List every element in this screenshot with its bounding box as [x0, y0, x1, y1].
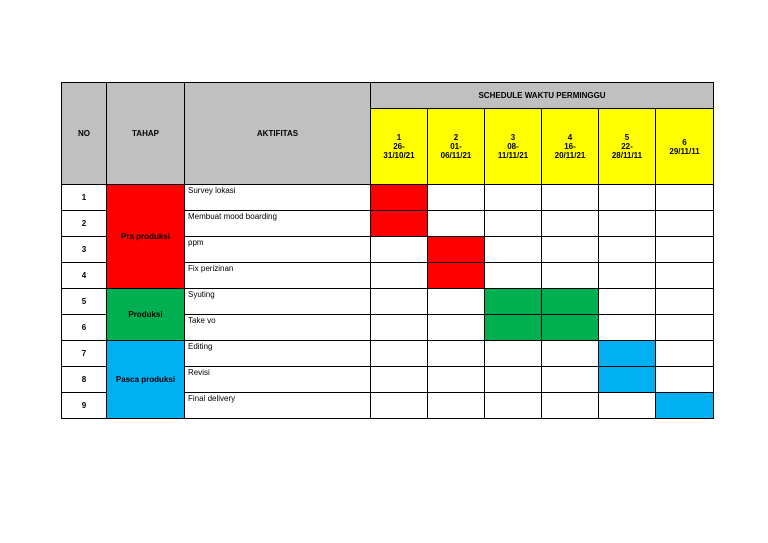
week-cell-filled: [542, 315, 599, 341]
activity-cell: Editing: [185, 341, 371, 367]
week-cell: [656, 289, 714, 315]
week-number: 3: [510, 133, 516, 142]
week-cell-filled: [428, 237, 485, 263]
phase-produksi: Produksi: [107, 289, 185, 341]
week-cell-filled: [599, 367, 656, 393]
week-date-end: 31/10/21: [383, 151, 415, 160]
row-number: 7: [62, 341, 107, 367]
week-header-6: [656, 109, 714, 185]
week-cell: [428, 393, 485, 419]
week-date-start: 08-: [507, 142, 519, 151]
phase-pasca-produksi: Pasca produksi: [107, 341, 185, 419]
phase-pra-produksi: Pra produksi: [107, 185, 185, 289]
header-schedule: SCHEDULE WAKTU PERMINGGU: [371, 83, 714, 109]
activity-cell: Final delivery: [185, 393, 371, 419]
week-cell-filled: [371, 211, 428, 237]
week-cell: [485, 263, 542, 289]
week-cell: [656, 341, 714, 367]
week-cell: [599, 237, 656, 263]
week-date-start: 26-: [393, 142, 405, 151]
activity-cell: Membuat mood boarding: [185, 211, 371, 237]
table-row: [62, 289, 714, 315]
week-number: 5: [624, 133, 630, 142]
week-cell: [371, 263, 428, 289]
week-cell: [542, 367, 599, 393]
week-cell-filled: [656, 393, 714, 419]
week-cell: [371, 289, 428, 315]
week-number: 2: [453, 133, 459, 142]
table-row: [62, 185, 714, 211]
week-cell-filled: [485, 315, 542, 341]
row-number: 5: [62, 289, 107, 315]
week-cell: [542, 185, 599, 211]
activity-cell: Revisi: [185, 367, 371, 393]
week-cell: [485, 393, 542, 419]
row-number: 8: [62, 367, 107, 393]
row-number: 1: [62, 185, 107, 211]
week-date-start: 22-: [621, 142, 633, 151]
week-cell: [485, 341, 542, 367]
week-cell-filled: [371, 185, 428, 211]
activity-cell: Syuting: [185, 289, 371, 315]
header-aktifitas: AKTIFITAS: [185, 83, 371, 185]
week-cell: [371, 315, 428, 341]
week-cell: [656, 185, 714, 211]
activity-cell: Survey lokasi: [185, 185, 371, 211]
week-cell: [656, 367, 714, 393]
week-cell: [656, 237, 714, 263]
week-cell: [542, 237, 599, 263]
week-cell: [542, 341, 599, 367]
week-cell: [428, 367, 485, 393]
activity-cell: ppm: [185, 237, 371, 263]
week-cell: [371, 367, 428, 393]
week-cell: [542, 211, 599, 237]
row-number: 2: [62, 211, 107, 237]
header-tahap: TAHAP: [107, 83, 185, 185]
week-cell: [371, 237, 428, 263]
week-header-4: [542, 109, 599, 185]
week-cell: [485, 237, 542, 263]
week-number: 1: [396, 133, 402, 142]
row-number: 3: [62, 237, 107, 263]
activity-cell: Fix perizinan: [185, 263, 371, 289]
week-cell: [485, 185, 542, 211]
week-header-2: [428, 109, 485, 185]
week-cell: [599, 393, 656, 419]
week-cell: [428, 211, 485, 237]
week-date-start: 16-: [564, 142, 576, 151]
week-cell: [485, 211, 542, 237]
week-cell: [599, 263, 656, 289]
week-cell-filled: [599, 341, 656, 367]
week-cell: [428, 341, 485, 367]
week-cell: [656, 211, 714, 237]
week-cell: [371, 341, 428, 367]
week-cell-filled: [542, 289, 599, 315]
week-date-start: 01-: [450, 142, 462, 151]
row-number: 6: [62, 315, 107, 341]
week-cell-filled: [485, 289, 542, 315]
week-cell-filled: [428, 263, 485, 289]
week-cell: [428, 185, 485, 211]
week-cell: [428, 289, 485, 315]
week-date-start: 29/11/11: [669, 146, 700, 156]
week-header-1: [371, 109, 428, 185]
week-header-3: [485, 109, 542, 185]
week-date-end: 11/11/21: [497, 151, 529, 160]
week-cell: [485, 367, 542, 393]
week-number: 4: [567, 133, 573, 142]
row-number: 9: [62, 393, 107, 419]
row-number: 4: [62, 263, 107, 289]
week-cell: [542, 393, 599, 419]
week-cell: [599, 315, 656, 341]
week-cell: [599, 211, 656, 237]
week-cell: [428, 315, 485, 341]
table-row: [62, 341, 714, 367]
week-header-5: [599, 109, 656, 185]
week-cell: [656, 315, 714, 341]
week-cell: [599, 185, 656, 211]
week-cell: [599, 289, 656, 315]
schedule-table: [61, 82, 714, 419]
header-no: NO: [62, 83, 107, 185]
week-number: 6: [682, 137, 687, 147]
week-cell: [542, 263, 599, 289]
week-date-end: 06/11/21: [440, 151, 472, 160]
activity-cell: Take vo: [185, 315, 371, 341]
week-cell: [656, 263, 714, 289]
week-date-end: 20/11/21: [554, 151, 586, 160]
week-cell: [371, 393, 428, 419]
week-date-end: 28/11/11: [611, 151, 643, 160]
